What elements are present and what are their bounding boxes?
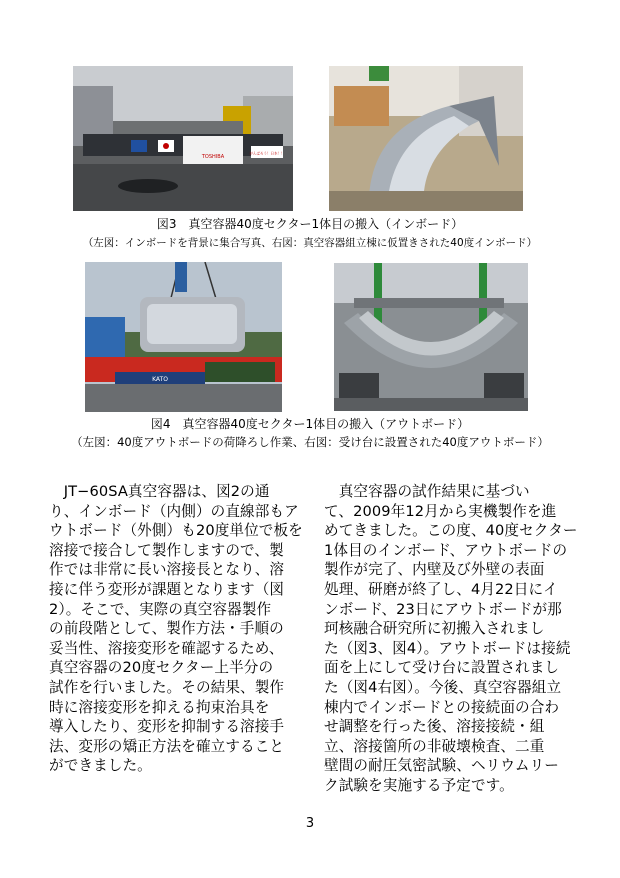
text-line: 棟内でインボードとの接続面の合わ bbox=[324, 698, 560, 716]
text-line: せ調整を行った後、溶接接続・組 bbox=[324, 718, 545, 736]
figure3-left-photo bbox=[73, 66, 293, 211]
text-line: 1体目のインボード、アウトボードの bbox=[324, 541, 568, 559]
figure4-caption: 図4 真空容器40度セクター1体目の搬入（アウトボード） bbox=[150, 417, 470, 431]
text-line: ウトボード（外側）も20度単位で板を bbox=[49, 522, 303, 540]
text-line: 壁間の耐圧気密試験、ヘリウムリー bbox=[324, 757, 559, 775]
text-line: めてきました。この度、40度セクター bbox=[324, 522, 578, 540]
text-line: り、インボード（内側）の直線部もア bbox=[49, 502, 299, 520]
text-line: 2）。そこで、実際の真空容器製作 bbox=[49, 600, 272, 618]
text-line: 法、変形の矯正方法を確立すること bbox=[49, 737, 285, 755]
text-line: た（図3、図4）。アウトボードは接続 bbox=[324, 639, 571, 657]
text-line: 珂核融合研究所に初搬入されまし bbox=[324, 620, 545, 638]
figure4-left-photo bbox=[85, 262, 282, 412]
text-line: 製作が完了、内壁及び外壁の表面 bbox=[324, 561, 545, 579]
text-line: 接に伴う変形が課題となります（図 bbox=[49, 580, 285, 598]
body-right-column bbox=[324, 482, 578, 796]
text-line: 処理、研磨が終了し、4月22日にイ bbox=[324, 580, 558, 598]
text-line: 立、溶接箇所の非破壊検査、二重 bbox=[324, 737, 545, 755]
text-line: て、2009年12月から実機製作を進 bbox=[324, 502, 557, 520]
text-line: ができました。 bbox=[49, 757, 152, 775]
text-line: 真空容器の試作結果に基づい bbox=[324, 483, 530, 500]
figure4-right-photo bbox=[334, 263, 528, 411]
figure3-banner-text: TOSHIBA bbox=[201, 154, 225, 160]
text-line: た（図4右図）。今後、真空容器組立 bbox=[324, 678, 562, 696]
text-line: 真空容器の20度セクター上半分の bbox=[49, 659, 274, 677]
figure4-subcaption: （左図：40度アウトボードの荷降ろし作業、右図：受け台に設置された40度アウトボード） bbox=[71, 435, 549, 449]
text-line: 時に溶接変形を抑える拘束治具を bbox=[49, 698, 270, 716]
figure3-sign-text: がんばろう！日本！！ bbox=[249, 151, 285, 156]
page-number: 3 bbox=[305, 816, 315, 831]
figure3-subcaption: （左図：インボードを背景に集合写真、右図：真空容器組立棟に仮置きされた40度インボード） bbox=[82, 237, 538, 249]
figure3-right-photo bbox=[329, 66, 523, 211]
figure4-crane-text: KATO bbox=[152, 376, 168, 383]
text-line: 導入したり、変形を抑制する溶接手 bbox=[49, 718, 285, 736]
text-line: JT−60SA真空容器は、図2の通 bbox=[49, 483, 270, 500]
text-line: 作では非常に長い溶接長となり、溶 bbox=[49, 561, 285, 579]
text-line: 面を上にして受け台に設置されまし bbox=[324, 659, 560, 677]
body-left-column bbox=[49, 482, 303, 776]
text-line: ク試験を実施する予定です。 bbox=[324, 776, 514, 794]
figure3-caption: 図3 真空容器40度セクター1体目の搬入（インボード） bbox=[156, 217, 464, 231]
text-line: ンボード、23日にアウトボードが那 bbox=[324, 600, 562, 618]
text-line: 妥当性、溶接変形を確認するため、 bbox=[49, 639, 284, 657]
text-line: 試作を行いました。その結果、製作 bbox=[49, 678, 285, 696]
text-line: の前段階として、製作方法・手順の bbox=[49, 620, 284, 638]
text-line: 溶接で接合して製作しますので、製 bbox=[49, 541, 284, 559]
